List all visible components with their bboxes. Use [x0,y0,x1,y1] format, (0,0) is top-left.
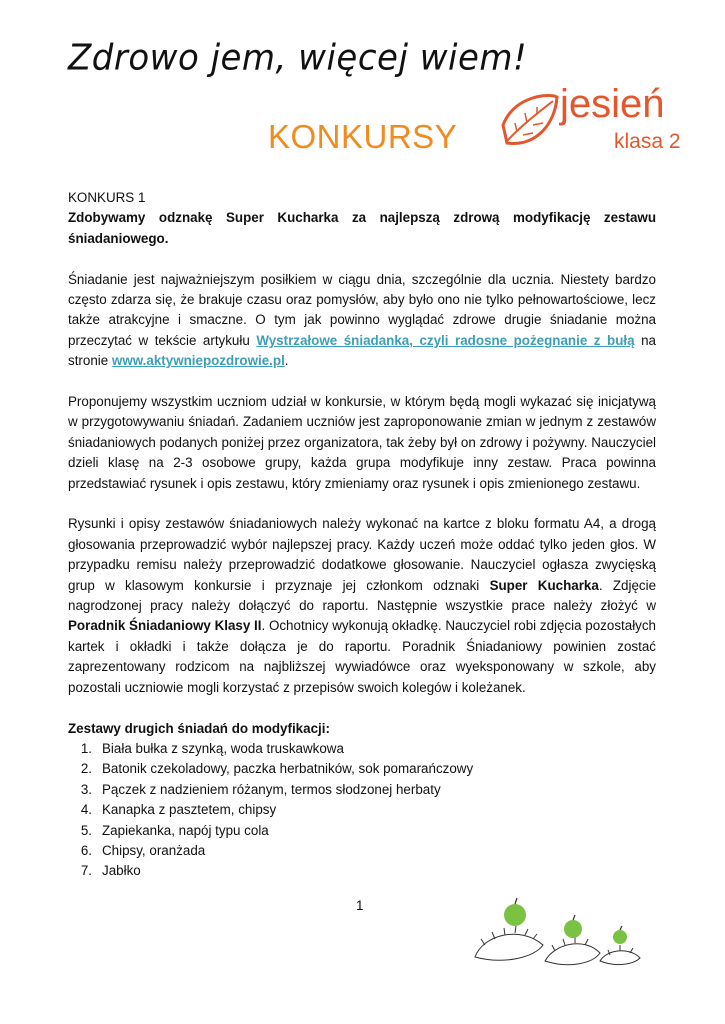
contest-heading: Zdobywamy odznakę Super Kucharka za najlepszą zdrową modyfikację zestawu śniadaniowego. [68,210,656,246]
document-body [68,188,656,882]
paragraph-proposal: Proponujemy wszystkim uczniom udział w konkursie, w którym będą mogli wykazać się inicjatywą w przygotowywaniu śniadań. Zadaniem uczniów jest zaproponowanie zmian w jednym z zestawów śniadaniowych podanych poniżej przez organizatora, tak żeby był on zdrowy i pożywny. Nauczyciel dzieli klasę na 2-3 osobowe grupy, każda grupa modyfikuje inny zestaw. Praca powinna przedstawiać rysunek i opis zestawu, który zmieniamy oraz rysunek i opis zmienionego zestawu. [68,394,656,491]
paragraph-intro: Śniadanie jest najważniejszym posiłkiem w ciągu dnia, szczególnie dla ucznia. Niestety bardzo często zdarza się, że brakuje czasu oraz pomysłów, aby było ono nie tylko pełnowartościowe, lecz także atrakcyjne i smaczne. O tym jak powinno wyglądać zdrowe drugie śniadanie można przeczytać w tekście artykułu Wystrzałowe śniadanka, czyli radosne pożegnanie z bułą na stronie www.aktywniepozdrowie.pl. [68,271,656,369]
website-link[interactable]: www.aktywniepozdrowie.pl [111,353,285,369]
paragraph-rules: Rysunki i opisy zestawów śniadaniowych należy wykonać na kartce z bloku formatu A4, a drogą głosowania przeprowadzić wybór najlepszej pracy. Każdy uczeń może oddać tylko jeden głos. W przypadku remisu należy przeprowadzić dodatkowe głosowanie. Nauczyciel ogłasza zwycięską grup w klasowym konkursie i przyznaje jej członkom odznaki Super Kucharka. Zdjęcie nagrodzonej pracy należy dołączyć do raportu. Następnie wszystkie prace należy złożyć w Poradnik Śniadaniowy Klasy II. Ochotnicy wykonują okładkę. Nauczyciel robi zdjęcia pozostałych kartek i okładki i także dołącza je do raportu. Poradnik Śniadaniowy powinien zostać zaprezentowany rodzicom na najbliższej wywiadówce oraz wyeksponowany w szkole, aby pozostali uczniowie mogli korzystać z przepisów swoich kolegów i koleżanek. [68,516,657,695]
list-item: 5. Zapiekanka, napój typu cola [80,822,269,838]
list-item: 6. Chipsy, oranżada [80,842,206,858]
list-item: 7. Jabłko [80,863,141,879]
list-item: 3. Pączek z nadzieniem różanym, termos słodzonej herbaty [80,781,441,797]
hedgehogs-with-apples-icon [465,895,655,975]
logo-class-text: klasa 2 [614,130,681,153]
article-link[interactable]: Wystrzałowe śniadanka, czyli radosne pożegnanie z bułą [256,332,635,348]
contest-label: KONKURS 1 [68,190,146,205]
list-item: 2. Batonik czekoladowy, paczka herbatników, sok pomarańczowy [80,761,474,777]
list-item: 1. Biała bułka z szynką, woda truskawkowa [80,740,344,756]
list-heading: Zestawy drugich śniadań do modyfikacji: [68,720,330,736]
page-number: 1 [356,898,364,913]
breakfast-set-list [68,739,656,882]
logo-season-text: jesień [560,82,665,126]
document-title: Zdrowo jem, więcej wiem! [68,37,528,79]
section-title: KONKURSY [268,118,458,155]
list-item: 4. Kanapka z pasztetem, chipsy [80,802,277,818]
